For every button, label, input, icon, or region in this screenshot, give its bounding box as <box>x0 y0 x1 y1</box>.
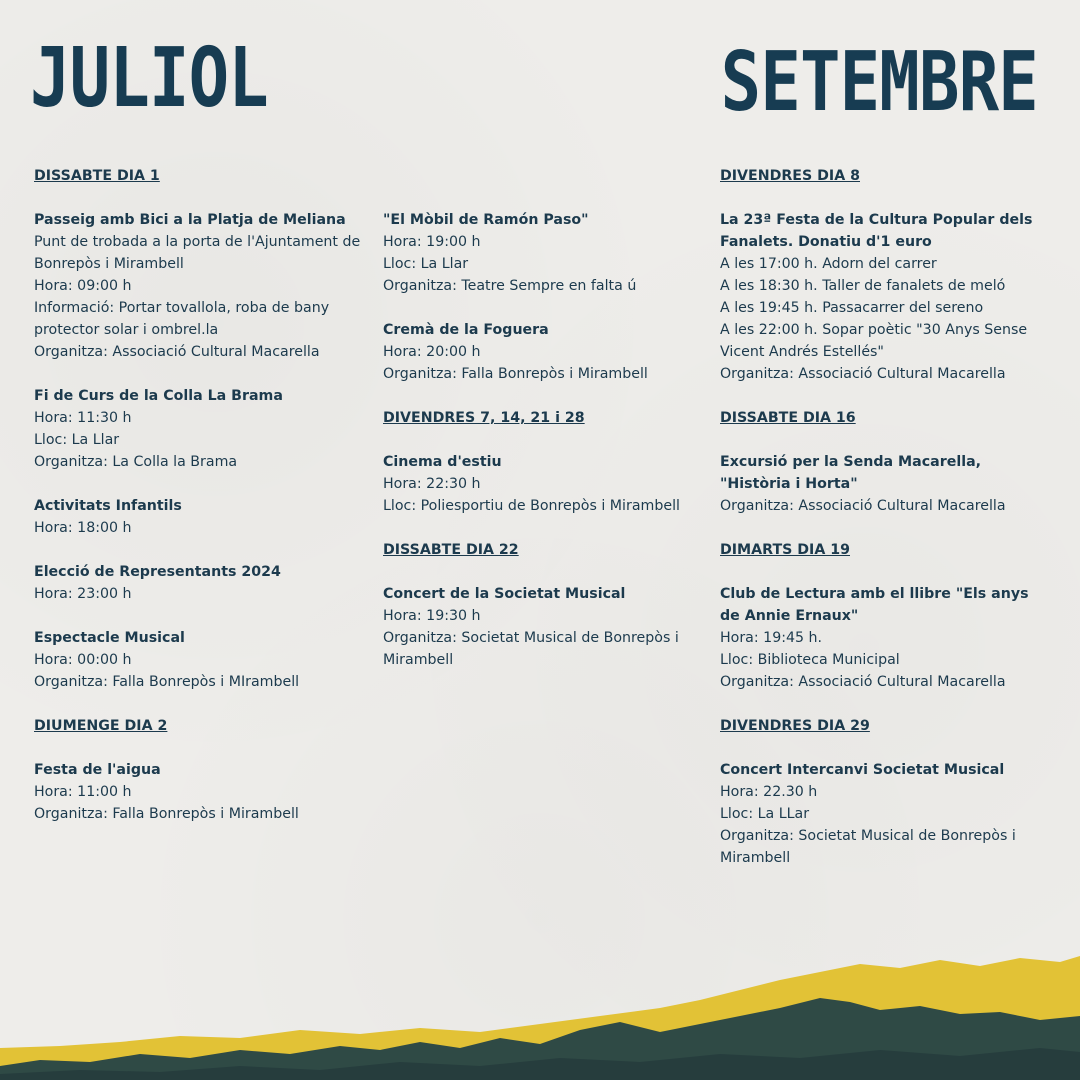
event-item <box>34 495 374 539</box>
event-title: Excursió per la Senda Macarella, "Història i Horta" <box>720 454 982 492</box>
event-detail: Hora: 20:00 h <box>383 344 481 360</box>
event-detail: Lloc: La Llar <box>383 256 469 272</box>
column-top-spacer <box>383 165 713 209</box>
event-detail: Hora: 19:45 h. <box>720 630 823 646</box>
event-detail: Organitza: Falla Bonrepòs i Mirambell <box>34 806 299 822</box>
event-title: La 23ª Festa de la Cultura Popular dels Fanalets. Donatiu d'1 euro <box>720 212 1033 250</box>
event-title: Cremà de la Foguera <box>383 322 549 338</box>
event-detail: Hora: 09:00 h <box>34 278 132 294</box>
event-title: Fi de Curs de la Colla La Brama <box>34 388 283 404</box>
day-heading: DIVENDRES DIA 8 <box>720 168 860 184</box>
month-title-september: SETEMBRE <box>720 35 1038 130</box>
schedule-column-3 <box>720 165 1050 891</box>
event-detail: Hora: 19:30 h <box>383 608 481 624</box>
event-item <box>383 583 713 671</box>
event-detail: Organitza: Falla Bonrepòs i MIrambell <box>34 674 300 690</box>
event-item <box>383 319 713 385</box>
event-detail: Hora: 00:00 h <box>34 652 132 668</box>
event-detail: Hora: 23:00 h <box>34 586 132 602</box>
event-item <box>720 759 1050 869</box>
event-detail: Lloc: La LLar <box>720 806 810 822</box>
event-detail: Hora: 22.30 h <box>720 784 818 800</box>
schedule-column-1 <box>34 165 374 847</box>
event-title: Festa de l'aigua <box>34 762 161 778</box>
event-title: Concert de la Societat Musical <box>383 586 626 602</box>
day-heading: DISSABTE DIA 16 <box>720 410 856 426</box>
event-title: Activitats Infantils <box>34 498 182 514</box>
day-heading: DIVENDRES DIA 29 <box>720 718 870 734</box>
event-detail: Organitza: Associació Cultural Macarella <box>720 498 1006 514</box>
event-item <box>720 209 1050 385</box>
event-detail: Hora: 19:00 h <box>383 234 481 250</box>
event-item <box>34 561 374 605</box>
event-detail: Organitza: Associació Cultural Macarella <box>34 344 320 360</box>
event-detail: A les 22:00 h. Sopar poètic "30 Anys Sense Vicent Andrés Estellés" <box>720 322 1028 360</box>
event-detail: Punt de trobada a la porta de l'Ajuntament de Bonrepòs i Mirambell <box>34 234 361 272</box>
event-item <box>34 385 374 473</box>
event-detail: Lloc: Poliesportiu de Bonrepòs i Mirambell <box>383 498 680 514</box>
event-detail: Organitza: Teatre Sempre en falta ú <box>383 278 637 294</box>
event-title: Concert Intercanvi Societat Musical <box>720 762 1005 778</box>
event-detail: Hora: 18:00 h <box>34 520 132 536</box>
event-detail: A les 17:00 h. Adorn del carrer <box>720 256 937 272</box>
event-detail: Informació: Portar tovallola, roba de bany protector solar i ombrel.la <box>34 300 330 338</box>
event-item <box>34 209 374 363</box>
event-detail: A les 19:45 h. Passacarrer del sereno <box>720 300 984 316</box>
event-detail: Organitza: Societat Musical de Bonrepòs i Mirambell <box>720 828 1016 866</box>
event-detail: Organitza: Societat Musical de Bonrepòs i Mirambell <box>383 630 679 668</box>
event-detail: Lloc: La Llar <box>34 432 120 448</box>
event-title: Club de Lectura amb el llibre "Els anys de Annie Ernaux" <box>720 586 1029 624</box>
event-detail: Organitza: Associació Cultural Macarella <box>720 674 1006 690</box>
event-detail: Organitza: Associació Cultural Macarella <box>720 366 1006 382</box>
month-title-july: JULIOL <box>30 31 268 126</box>
day-heading: DIVENDRES 7, 14, 21 i 28 <box>383 410 585 426</box>
event-title: "El Mòbil de Ramón Paso" <box>383 212 589 228</box>
mountain-landscape-illustration <box>0 950 1080 1080</box>
event-detail: Hora: 11:00 h <box>34 784 132 800</box>
event-title: Cinema d'estiu <box>383 454 502 470</box>
event-item <box>720 583 1050 693</box>
event-item <box>34 759 374 825</box>
event-item <box>720 451 1050 517</box>
event-title: Passeig amb Bici a la Platja de Meliana <box>34 212 346 228</box>
day-heading: DISSABTE DIA 1 <box>34 168 160 184</box>
event-detail: Hora: 22:30 h <box>383 476 481 492</box>
event-detail: Organitza: La Colla la Brama <box>34 454 238 470</box>
event-item <box>383 209 713 297</box>
day-heading: DIMARTS DIA 19 <box>720 542 850 558</box>
event-detail: Hora: 11:30 h <box>34 410 132 426</box>
event-detail: Lloc: Biblioteca Municipal <box>720 652 900 668</box>
event-detail: A les 18:30 h. Taller de fanalets de meló <box>720 278 1006 294</box>
event-detail: Organitza: Falla Bonrepòs i Mirambell <box>383 366 648 382</box>
event-item <box>34 627 374 693</box>
event-title: Espectacle Musical <box>34 630 185 646</box>
day-heading: DIUMENGE DIA 2 <box>34 718 168 734</box>
schedule-column-2 <box>383 165 713 693</box>
day-heading: DISSABTE DIA 22 <box>383 542 519 558</box>
event-title: Elecció de Representants 2024 <box>34 564 281 580</box>
event-item <box>383 451 713 517</box>
